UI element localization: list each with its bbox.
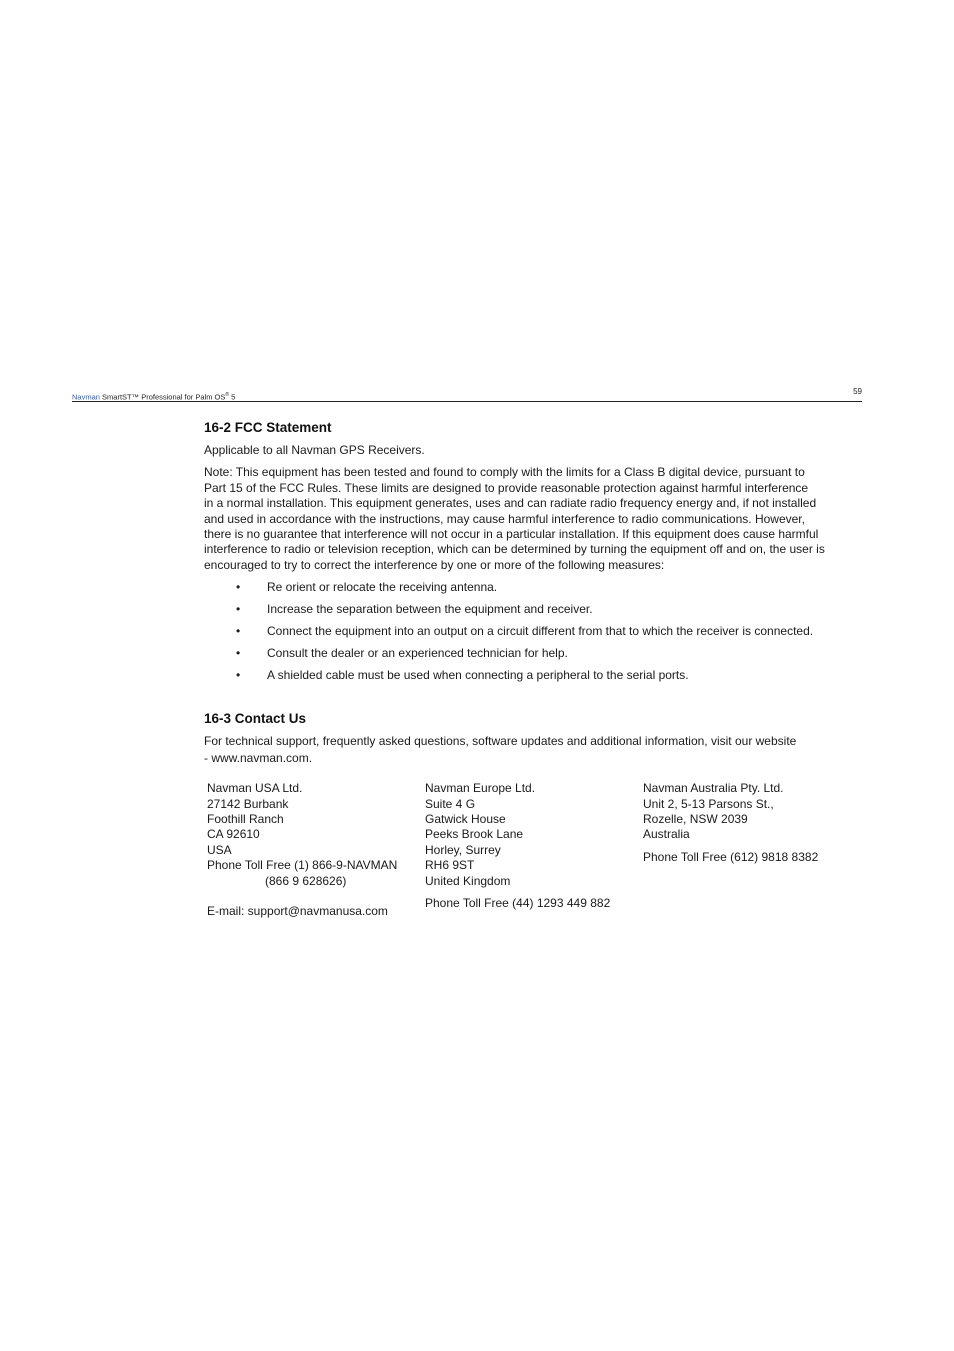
- contact-intro-line: For technical support, frequently asked questions, software updates and additional information, visit our website: [204, 734, 797, 749]
- address-line: 27142 Burbank: [207, 796, 289, 811]
- address-line: Australia: [643, 827, 690, 842]
- contact-intro: [204, 733, 854, 767]
- address-line: CA 92610: [207, 827, 260, 842]
- address-australia: [643, 781, 858, 865]
- list-item: [204, 602, 854, 617]
- fcc-note-line: in a normal installation. This equipment generates, uses and can radiate radio frequency energy and, if not installed: [204, 496, 817, 511]
- header-product: SmartST™ Professional for Palm OS: [99, 392, 226, 402]
- bullet: •: [236, 580, 241, 595]
- fcc-applicable: Applicable to all Navman GPS Receivers.: [204, 443, 425, 457]
- address-line: Foothill Ranch: [207, 812, 284, 827]
- page-content: [204, 418, 854, 931]
- address-line: USA: [207, 842, 232, 857]
- address-line: Gatwick House: [425, 812, 506, 827]
- fcc-note-line: there is no guarantee that interference will not occur in a particular installation. If this equipment does cause harmful: [204, 527, 819, 542]
- address-line: United Kingdom: [425, 873, 511, 888]
- list-item: [204, 668, 854, 683]
- page-number: 59: [853, 387, 862, 396]
- address-line: Navman USA Ltd.: [207, 781, 303, 796]
- fcc-heading: 16-2 FCC Statement: [204, 420, 332, 435]
- address-europe: [425, 781, 640, 911]
- header-title: [72, 392, 235, 402]
- list-item-text: A shielded cable must be used when connecting a peripheral to the serial ports.: [267, 668, 689, 683]
- address-line: Horley, Surrey: [425, 842, 501, 857]
- address-usa: [207, 781, 422, 919]
- list-item-text: Re orient or relocate the receiving antenna.: [267, 580, 498, 595]
- list-item-text: Connect the equipment into an output on a circuit different from that to which the receiver is connected.: [267, 624, 814, 639]
- contact-intro-line: - www.navman.com.: [204, 751, 313, 766]
- address-line: Suite 4 G: [425, 796, 476, 811]
- phone-text: Phone Toll Free (1) 866-9-NAVMAN: [207, 858, 398, 873]
- fcc-note-line: encouraged to try to correct the interference by one or more of the following measures:: [204, 557, 665, 572]
- bullet: •: [236, 668, 241, 683]
- list-item: [204, 646, 854, 661]
- bullet: •: [236, 602, 241, 617]
- bullet: •: [236, 646, 241, 661]
- fcc-measures-list: [204, 580, 854, 683]
- contact-heading: 16-3 Contact Us: [204, 711, 307, 727]
- fcc-note-line: and used in accordance with the instructions, may cause harmful interference to radio communications. However,: [204, 511, 805, 526]
- list-item: [204, 624, 854, 639]
- header-brand: Navman: [72, 392, 100, 402]
- address-line: RH6 9ST: [425, 858, 475, 873]
- list-item-text: Increase the separation between the equipment and receiver.: [267, 602, 593, 617]
- address-line: Unit 2, 5-13 Parsons St.,: [643, 796, 774, 811]
- bullet: •: [236, 624, 241, 639]
- fcc-note-line: Part 15 of the FCC Rules. These limits are designed to provide reasonable protection against harmful interference: [204, 480, 809, 495]
- list-item-text: Consult the dealer or an experienced technician for help.: [267, 646, 568, 661]
- address-line: Navman Europe Ltd.: [425, 781, 536, 796]
- phone-text: Phone Toll Free (612) 9818 8382: [643, 849, 819, 864]
- contact-addresses: [204, 781, 854, 931]
- address-line: Peeks Brook Lane: [425, 827, 524, 842]
- list-item: [204, 580, 854, 595]
- address-line: Rozelle, NSW 2039: [643, 812, 748, 827]
- page-header: [72, 388, 862, 402]
- phone-text: Phone Toll Free (44) 1293 449 882: [425, 896, 611, 911]
- header-version: 5: [229, 392, 236, 402]
- header-reg-mark: ®: [225, 392, 230, 398]
- email-text: E-mail: support@navmanusa.com: [207, 904, 388, 919]
- phone-alt-text: (866 9 628626): [265, 873, 347, 888]
- fcc-note-line: Note: This equipment has been tested and found to comply with the limits for a Class B digital device, pursuant to: [204, 465, 805, 480]
- address-line: Navman Australia Pty. Ltd.: [643, 781, 784, 796]
- fcc-note: [204, 465, 854, 573]
- fcc-note-line: interference to radio or television reception, which can be determined by turning the equipment off and on, the user is: [204, 542, 825, 557]
